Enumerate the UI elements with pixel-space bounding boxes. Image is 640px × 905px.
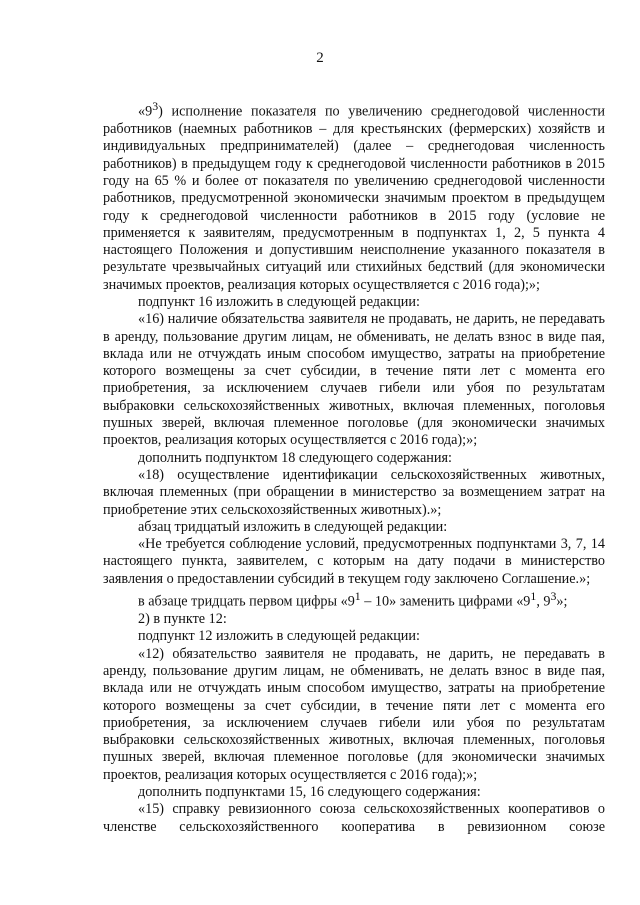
superscript: 1 <box>354 589 361 604</box>
paragraph-subitem-16-intro: подпункт 16 изложить в следующей редакции: <box>138 294 420 310</box>
paragraph-subitem-15: «15) справку ревизионного союза сельскохозяйственных кооперативов о членстве сельскохозяйственного кооператива в ревизионном союзе <box>103 801 605 835</box>
paragraph-subitem-18-intro: дополнить подпунктом 18 следующего содержания: <box>138 449 452 466</box>
paragraph-abzac-30: «Не требуется соблюдение условий, предусмотренных подпунктами 3, 7, 14 настоящего пункта, заявителем, с которым на дату подачи в министерство заявления о предоставлении субсидий в текущем году заключено Соглашение.»; <box>103 536 605 587</box>
paragraph-text: «9 <box>138 103 153 120</box>
paragraph-text: – 10» заменить цифрами «9 <box>360 593 531 610</box>
paragraph-item-12: 2) в пункте 12: <box>138 611 227 628</box>
paragraph-text: ) исполнение показателя по увеличению среднегодовой численности работников (наемных работников – для крестьянских (фермерских) хозяйств и индивидуальных предпринимателей) (далее – среднегодовая численность работников) в предыдущем году к среднегодовой численности работников в 2015 году на 65 % и более от показателя по увеличению среднегодовой численности работников, предусмотренной экономически значимым проектом в предыдущем году к среднегодовой численности работников в 2015 году (условие не применяется к заявителям, предусмотренным в подпунктах 1, 2, 5 пункта 4 настоящего Положения и допустившим неисполнение указанного показателя в результате чрезвычайных ситуаций или стихийных бедствий (для экономически значимых проектов, реализация которых осуществляется с 2016 года);»; <box>103 103 605 293</box>
paragraph-text: в абзаце тридцать первом цифры «9 <box>138 593 355 610</box>
paragraph-9-3 <box>103 98 605 294</box>
page-number: 2 <box>316 50 324 66</box>
superscript: 1 <box>530 589 537 604</box>
paragraph-text: , 9 <box>536 593 551 610</box>
paragraph-abzac-30-intro: абзац тридцатый изложить в следующей редакции: <box>138 518 448 535</box>
superscript: 3 <box>152 99 159 113</box>
paragraph-abzac-31 <box>103 588 605 611</box>
paragraph-subitem-18: «18) осуществление идентификации сельскохозяйственных животных, включая племенных (при обращении в министерство за возмещением затрат на приобретение этих сельскохозяйственных животных).»; <box>103 466 605 518</box>
superscript: 3 <box>550 589 557 604</box>
document-body <box>103 98 605 836</box>
paragraph-subitem-12: «12) обязательство заявителя не продавать, не дарить, не передавать в аренду, пользование другим лицам, не обменивать, не делать взнос в виде пая, вклада или не отчуждать иным способом имущество, затраты на приобретение которого возмещены за счет субсидии, в течение пяти лет с момента его приобретения, за исключением случаев гибели или убоя по результатам выбраковки сельскохозяйственных животных, включая племенных, поголовья пушных зверей, включая племенное поголовье (для экономически значимых проектов, реализация которых осуществляется с 2016 года);»; <box>103 645 605 783</box>
paragraph-subitem-16: «16) наличие обязательства заявителя не продавать, не дарить, не передавать в аренду, пользование другим лицам, не обменивать, не делать взнос в виде пая, вклада или не отчуждать иным способом имущество, затраты на приобретение которого возмещены за счет субсидии, в течение пяти лет с момента его приобретения, за исключением случаев гибели или убоя по результатам выбраковки сельскохозяйственных животных, включая племенных, поголовья пушных зверей, включая племенное поголовье (для экономически значимых проектов, реализация которых осуществляется с 2016 года);»; <box>103 311 605 449</box>
paragraph-text: »; <box>556 593 568 610</box>
paragraph-subitem-12-intro: подпункт 12 изложить в следующей редакции: <box>138 628 420 645</box>
paragraph-subitems-15-16-intro: дополнить подпунктами 15, 16 следующего содержания: <box>138 784 481 801</box>
